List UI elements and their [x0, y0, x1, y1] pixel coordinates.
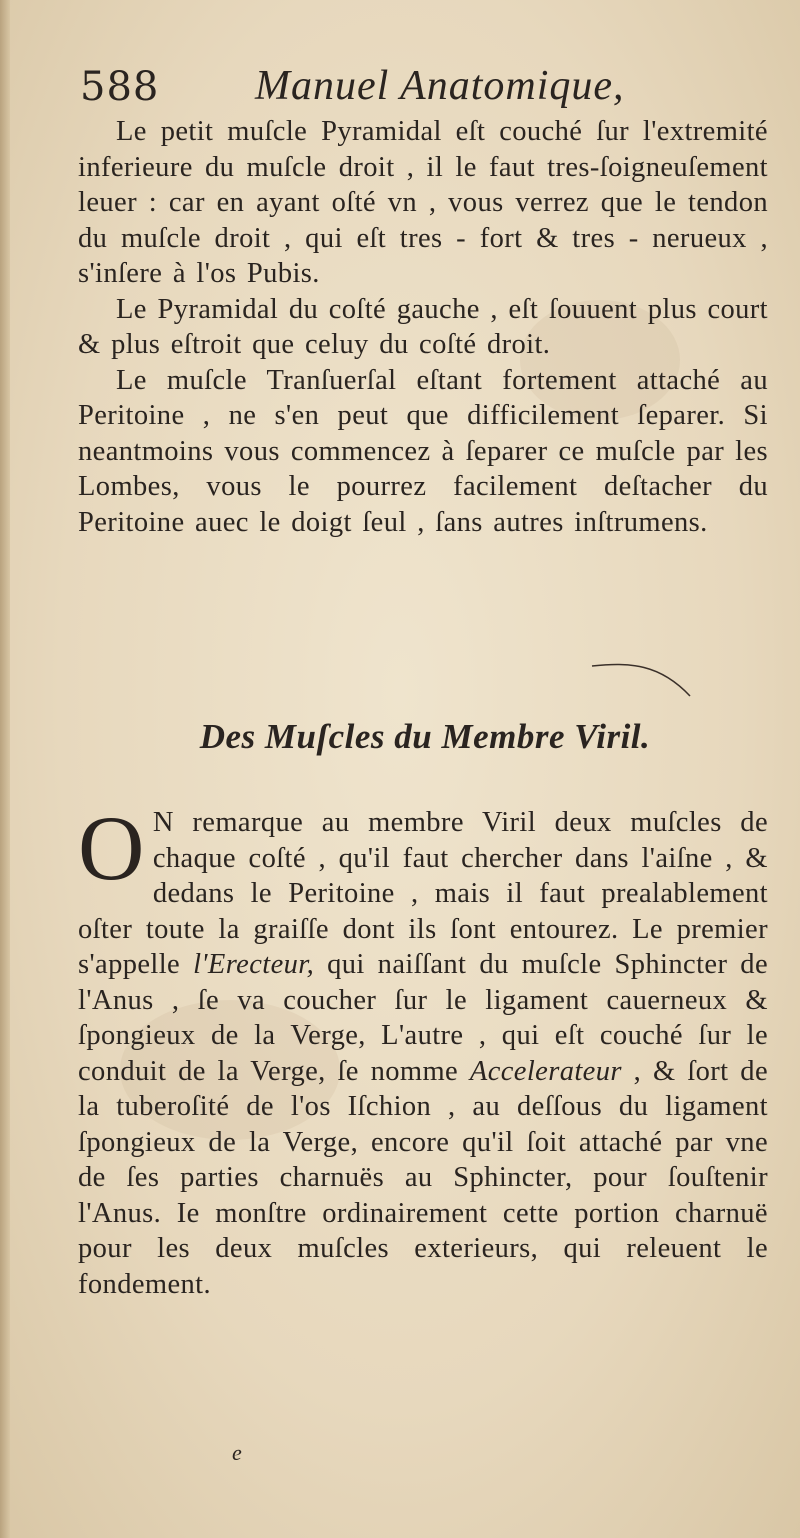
- paragraph-pyramidal: Le petit muſcle Pyramidal eſt couché ſur l'extremité inferieure du muſcle droit , il le faut tres-ſoigneuſement leuer : car en ayant oſté vn , vous verrez que le tendon du muſcle droit , qui eſt tres - fort & tres - nerueux , s'inſere à l'os Pubis.: [78, 116, 768, 289]
- paragraph-membre-viril: [78, 797, 768, 1302]
- page-number: 588: [80, 64, 160, 110]
- page-header: [80, 58, 760, 118]
- paragraph-text-part-3: , & ſort de la tuberoſité de l'os Iſchion , au deſſous du ligament ſpongieux de la Verge, encore qu'il ſoit attaché par vne de ſes parties charnuës au Sphincter, pour ſouſtenir l'Anus. Ie monſtre ordinairement cette portion charnuë pour les deux muſcles exterieurs, qui releuent le fondement.: [78, 1055, 768, 1300]
- signature-mark: e: [232, 1440, 242, 1465]
- paragraph-pyramidal-gauche: Le Pyramidal du coſté gauche , eſt ſouuent plus court & plus eſtroit que celuy du coſté droit.: [78, 293, 768, 360]
- paragraph-text-part-2: qui naiſſant du muſcle Sphincter de l'Anus , ſe va coucher ſur le ligament cauerneux & ſpongieux de la Verge, L'autre , qui eſt couché ſur le conduit de la Verge, ſe nomme: [78, 949, 768, 1087]
- page-edge-shadow: [0, 0, 10, 1538]
- term-erecteur: l'Erecteur,: [193, 949, 315, 980]
- paragraph-text-part-1: N remarque au membre Viril deux muſcles de chaque coſté , qu'il faut chercher dans l'aiſne , & dedans le Peritoine , mais il faut prealablement oſter toute la graiſſe dont ils ſont entourez. Le premier s'appelle: [78, 807, 768, 980]
- paragraph-transuersal: Le muſcle Tranſuerſal eſtant fortement attaché au Peritoine , ne s'en peut que difficilement ſeparer. Si neantmoins vous commencez à ſeparer ce muſcle par les Lombes, vous le pourrez facilement deſtacher du Peritoine auec le doigt ſeul , ſans autres inſtrumens.: [78, 364, 768, 538]
- section-heading: Des Muſcles du Membre Viril.: [199, 717, 651, 756]
- dropcap-letter: O: [78, 797, 145, 899]
- text-block-section: [78, 797, 768, 1302]
- running-title: Manuel Anatomique,: [255, 63, 625, 109]
- pen-stroke-decoration: [590, 660, 700, 700]
- term-accelerateur: Accelerateur: [469, 1055, 622, 1087]
- text-block-top: [78, 114, 768, 540]
